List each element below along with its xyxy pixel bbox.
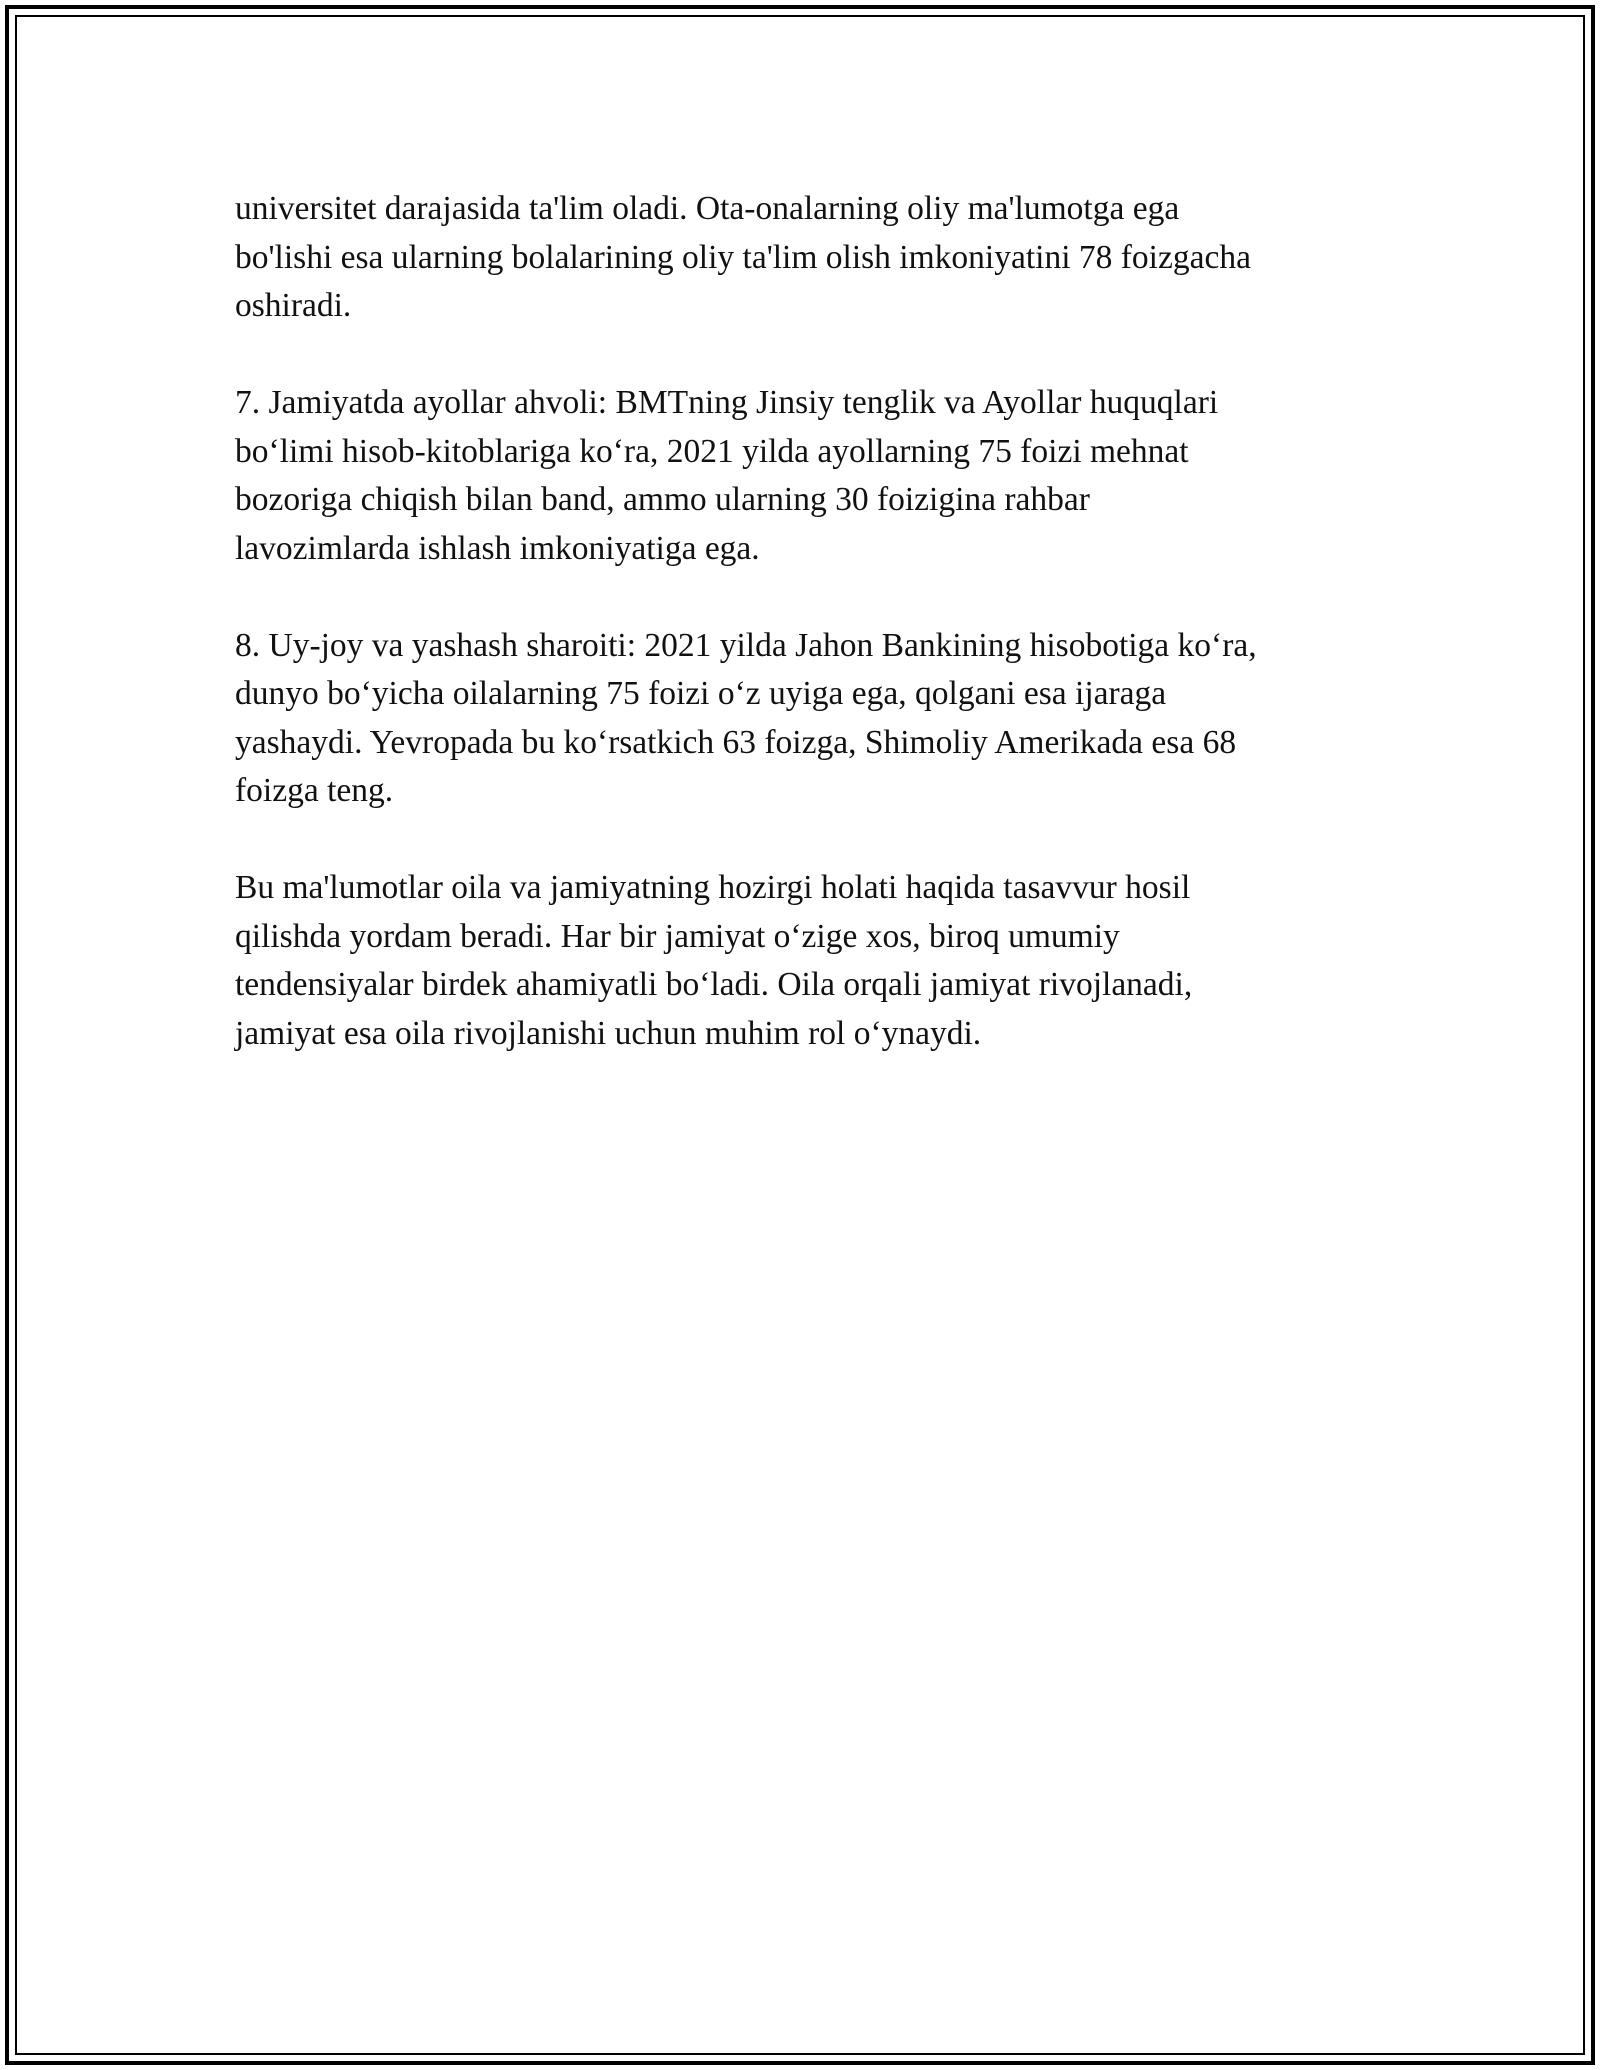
- paragraph-conclusion: Bu ma'lumotlar oila va jamiyatning hozirgi holati haqida tasavvur hosil qilishda yordam beradi. Har bir jamiyat o‘zige xos, biroq umumiy tendensiyalar birdek ahamiyatli bo‘ladi. Oila orqali jamiyat rivojlanadi, jamiyat esa oila rivojlanishi uchun muhim rol o‘ynaydi.: [235, 869, 1193, 1052]
- paragraph-housing-conditions: 8. Uy-joy va yashash sharoiti: 2021 yilda Jahon Bankining hisobotiga ko‘ra, dunyo bo‘yicha oilalarning 75 foizi o‘z uyiga ega, qolgani esa ijaraga yashaydi. Yevropada bu ko‘rsatkich 63 foizga, Shimoliy Amerikada esa 68 foizga teng.: [235, 626, 1257, 809]
- paragraph-education-continuation: universitet darajasida ta'lim oladi. Ota-onalarning oliy ma'lumotga ega bo'lishi esa ularning bolalarining oliy ta'lim olish imkoniyatini 78 foizgacha oshiradi.: [235, 190, 1251, 324]
- document-body: [235, 185, 1375, 1107]
- paragraph-women-status: 7. Jamiyatda ayollar ahvoli: BMTning Jinsiy tenglik va Ayollar huquqlari bo‘limi hisob-kitoblariga ko‘ra, 2021 yilda ayollarning 75 foizi mehnat bozoriga chiqish bilan band, ammo ularning 30 foizigina rahbar lavozimlarda ishlash imkoniyatiga ega.: [235, 384, 1219, 567]
